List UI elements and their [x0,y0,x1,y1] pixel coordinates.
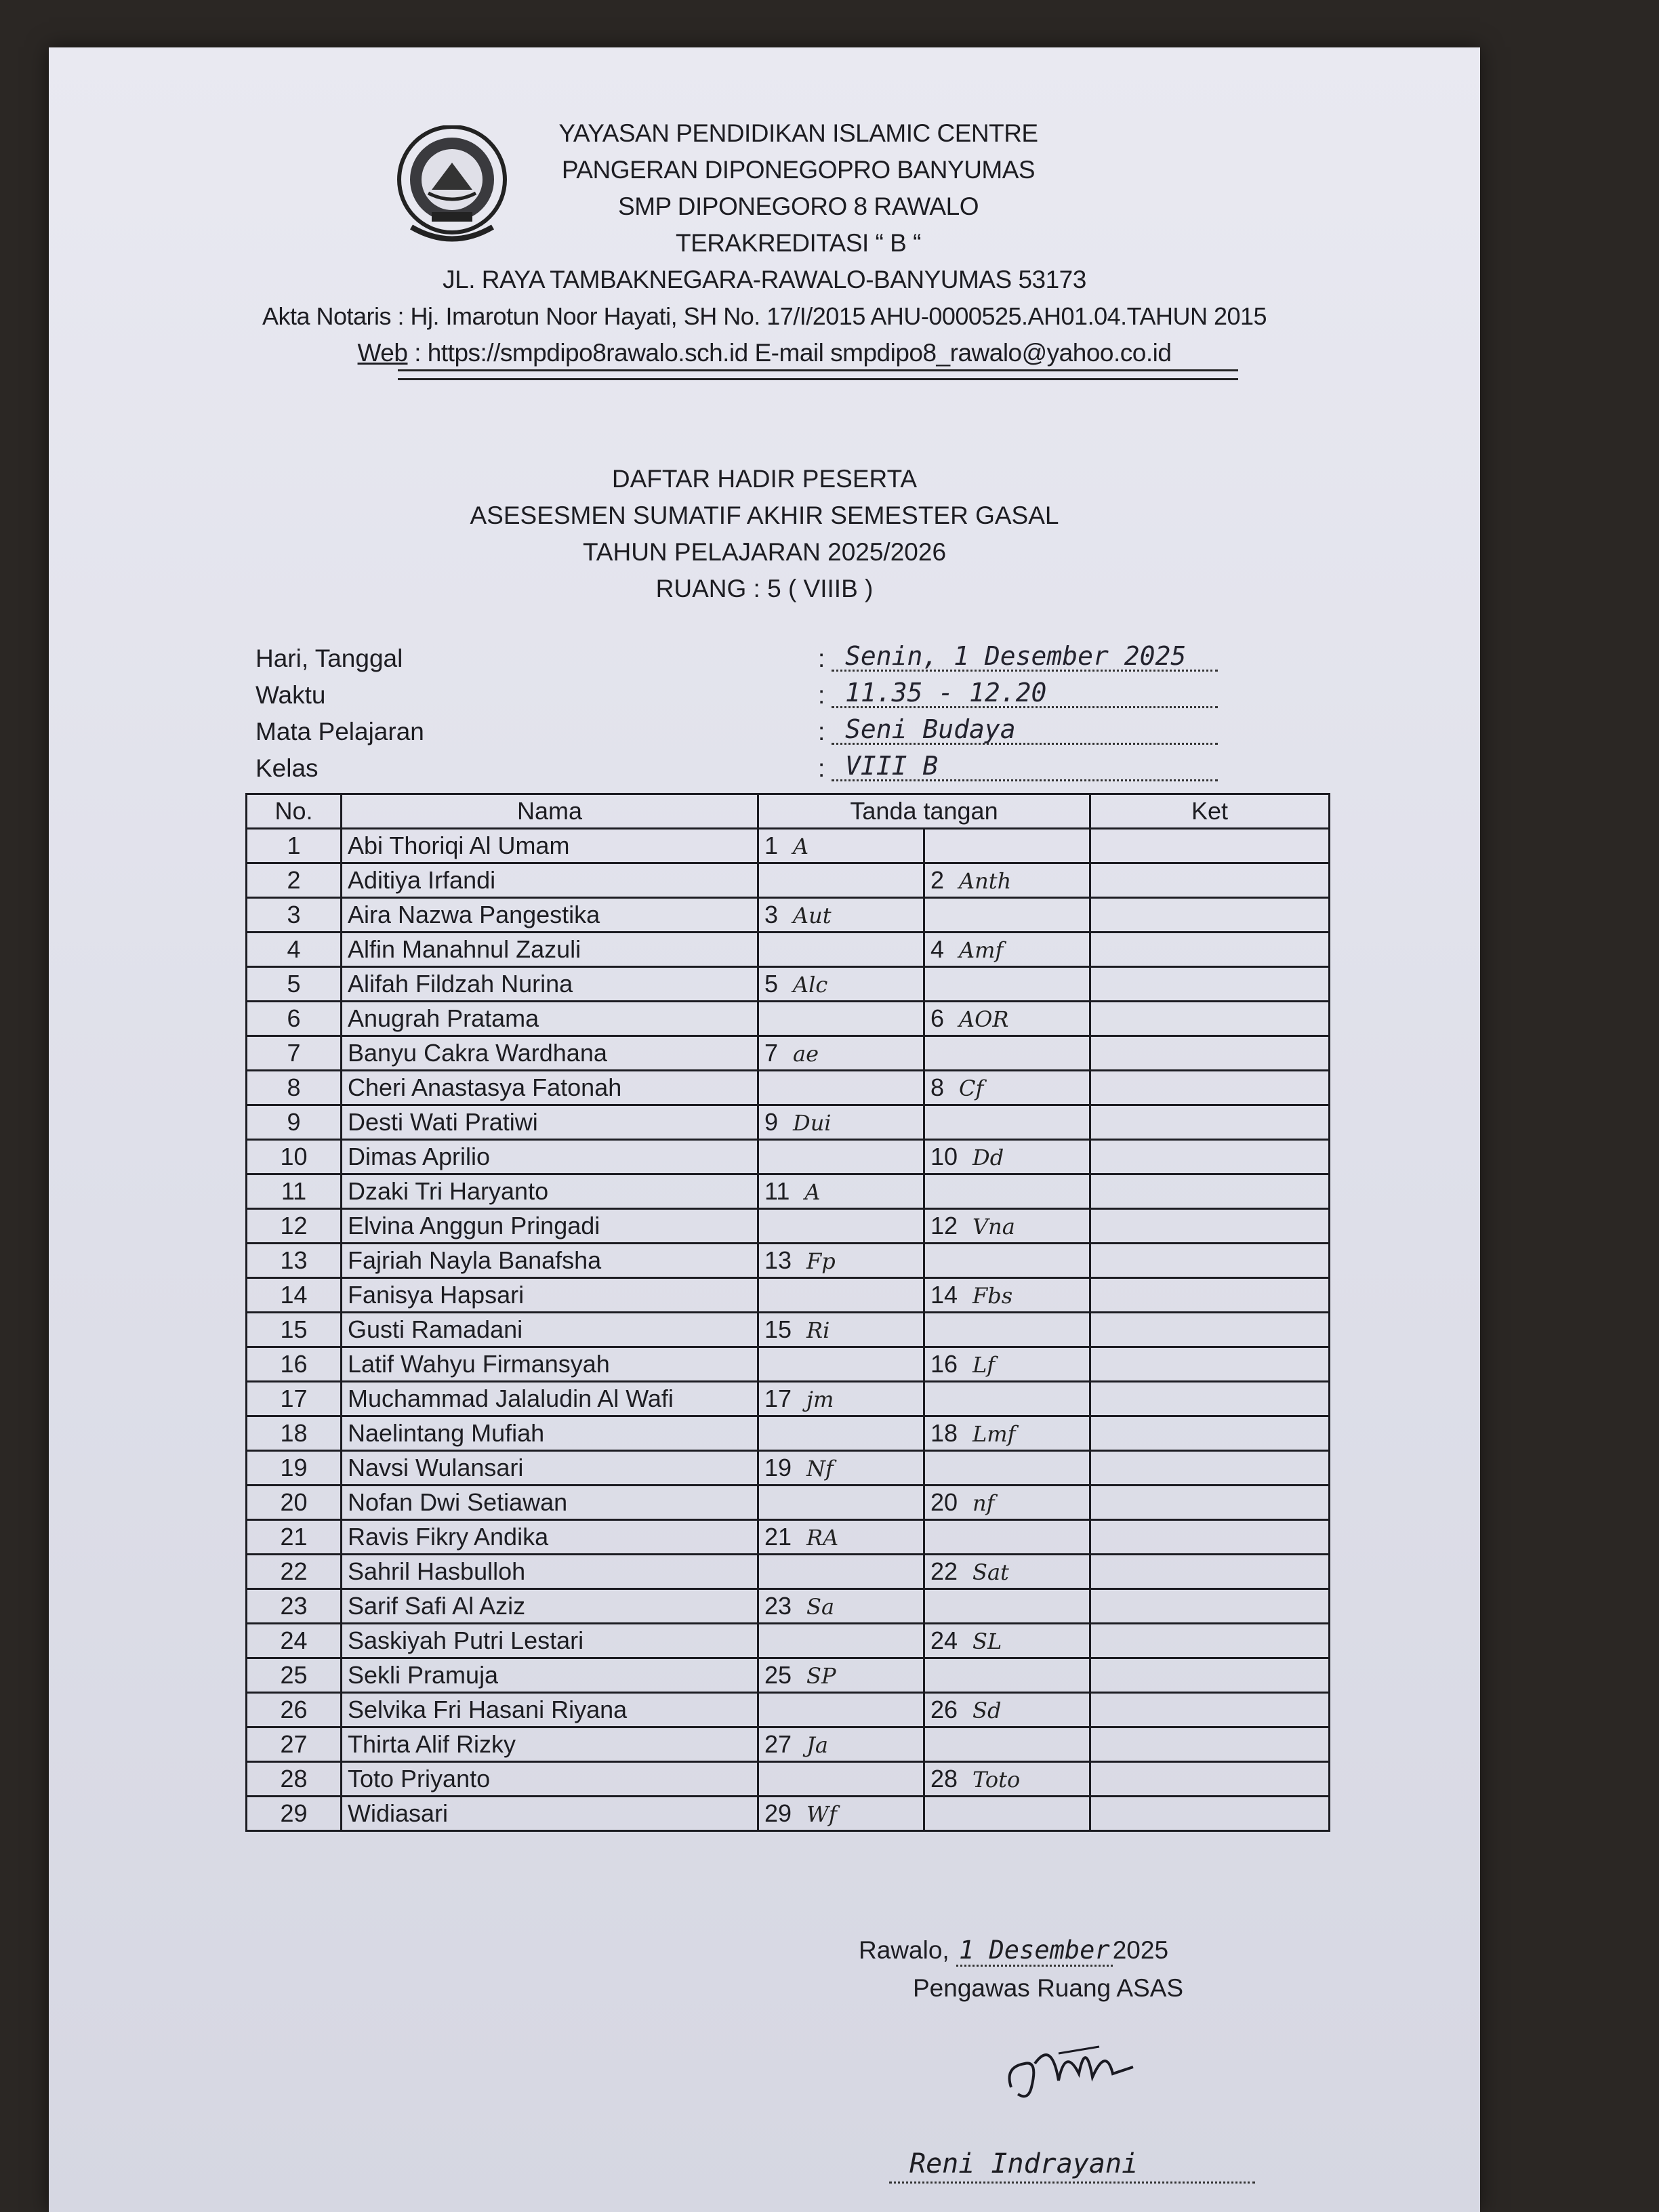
student-signature: Fbs [972,1283,1013,1309]
signoff-year: 2025 [1112,1936,1169,1964]
web-email-text: : https://smpdipo8rawalo.sch.id E-mail smpdipo8_rawalo@yahoo.co.id [407,339,1172,367]
col-header-signature: Tanda tangan [758,794,1090,829]
school-name: SMP DIPONEGORO 8 RAWALO [618,192,979,220]
student-signature: Lmf [972,1421,1016,1447]
student-signature: Wf [806,1801,837,1827]
student-name: Sekli Pramuja [342,1658,758,1693]
info-label: Kelas [255,754,319,782]
row-number: 15 [247,1313,342,1347]
table-row [247,967,1330,1002]
signature-cell-right [924,1797,1090,1831]
signature-cell-right [924,1693,1090,1727]
note-cell [1090,1658,1330,1693]
student-name: Sahril Hasbulloh [342,1555,758,1589]
student-signature: Dd [972,1145,1004,1170]
note-cell [1090,1002,1330,1036]
table-row [247,1762,1330,1797]
row-number: 11 [247,1174,342,1209]
signature-cell-left [758,863,924,898]
signature-number: 9 [764,1108,779,1136]
signature-number: 13 [764,1246,792,1274]
signature-number: 23 [764,1592,792,1620]
row-number: 5 [247,967,342,1002]
supervisor-signature-icon [998,2026,1160,2108]
signature-number: 22 [930,1557,958,1585]
table-row [247,829,1330,863]
signoff [859,1931,1183,2007]
student-name: Aditiya Irfandi [342,863,758,898]
student-signature: Sa [806,1594,835,1620]
table-row [247,1347,1330,1382]
info-label: Waktu [255,681,326,709]
note-cell [1090,1105,1330,1140]
student-signature: Nf [806,1456,834,1481]
student-signature: Aut [793,903,832,928]
signature-cell-left [758,1382,924,1416]
info-value: Seni Budaya [832,711,1218,745]
signature-cell-right [924,933,1090,967]
title-line-1: DAFTAR HADIR PESERTA [611,465,918,493]
note-cell [1090,1209,1330,1244]
note-cell [1090,1486,1330,1520]
signature-number: 11 [764,1177,790,1205]
signature-number: 1 [764,832,779,859]
row-number: 26 [247,1693,342,1727]
supervisor-role: Pengawas Ruang ASAS [913,1974,1184,2002]
note-cell [1090,1416,1330,1451]
signature-cell-left [758,1416,924,1451]
note-cell [1090,1382,1330,1416]
row-number: 3 [247,898,342,933]
info-label: Hari, Tanggal [255,644,403,672]
signature-cell-left [758,1209,924,1244]
signature-cell-right [924,898,1090,933]
student-signature: Dui [793,1110,832,1136]
signature-number: 19 [764,1454,792,1481]
note-cell [1090,1589,1330,1624]
attendance-table [245,793,1330,1832]
student-signature: Ri [806,1317,830,1343]
signature-number: 16 [930,1350,958,1378]
signature-cell-left [758,1036,924,1071]
table-row [247,1036,1330,1071]
signature-cell-right [924,1762,1090,1797]
table-row [247,1797,1330,1831]
signature-cell-right [924,1174,1090,1209]
note-cell [1090,1174,1330,1209]
student-name: Fajriah Nayla Banafsha [342,1244,758,1278]
signature-cell-left [758,1002,924,1036]
table-row [247,933,1330,967]
table-row [247,1727,1330,1762]
signature-number: 10 [930,1143,958,1170]
table-row [247,1416,1330,1451]
student-signature: nf [972,1490,995,1516]
header-divider [398,369,1238,380]
student-signature: SP [806,1663,836,1689]
signature-cell-left [758,1693,924,1727]
info-row-date: Hari, Tanggal : Senin, 1 Desember 2025 [255,640,1225,677]
signature-cell-left [758,1313,924,1347]
table-row [247,1555,1330,1589]
student-name: Thirta Alif Rizky [342,1727,758,1762]
student-signature: AOR [959,1006,1009,1032]
note-cell [1090,967,1330,1002]
table-row [247,1002,1330,1036]
signature-cell-right [924,1451,1090,1486]
signature-number: 7 [764,1039,779,1067]
student-signature: Toto [972,1767,1021,1793]
row-number: 10 [247,1140,342,1174]
signature-cell-left [758,1278,924,1313]
student-signature: Sat [972,1559,1009,1585]
note-cell [1090,829,1330,863]
student-name: Latif Wahyu Firmansyah [342,1347,758,1382]
student-name: Ravis Fikry Andika [342,1520,758,1555]
table-row [247,1071,1330,1105]
student-name: Dzaki Tri Haryanto [342,1174,758,1209]
row-number: 27 [247,1727,342,1762]
student-name: Dimas Aprilio [342,1140,758,1174]
signature-number: 6 [930,1004,945,1032]
signature-cell-left [758,1244,924,1278]
student-name: Anugrah Pratama [342,1002,758,1036]
student-name: Desti Wati Pratiwi [342,1105,758,1140]
signature-cell-left [758,1658,924,1693]
col-header-note: Ket [1090,794,1330,829]
row-number: 20 [247,1486,342,1520]
student-signature: Sd [972,1698,1002,1723]
student-signature: Vna [972,1214,1015,1240]
notary-deed: Akta Notaris : Hj. Imarotun Noor Hayati, SH No. 17/I/2015 AHU-0000525.AH01.04.TAHUN 2015 [262,302,1267,330]
student-name: Widiasari [342,1797,758,1831]
note-cell [1090,1624,1330,1658]
accreditation: TERAKREDITASI “ B “ [676,229,921,257]
signature-cell-right [924,1347,1090,1382]
student-signature: Alc [793,972,828,998]
table-row [247,863,1330,898]
student-name: Naelintang Mufiah [342,1416,758,1451]
supervisor-name: Reni Indrayani [889,2148,1255,2184]
info-value: 11.35 - 12.20 [832,674,1218,708]
signoff-date: 1 Desember [956,1936,1113,1967]
signature-cell-right [924,967,1090,1002]
info-row-subject: Mata Pelajaran : Seni Budaya [255,714,1225,750]
signature-number: 27 [764,1730,792,1758]
info-label: Mata Pelajaran [255,718,424,745]
note-cell [1090,1071,1330,1105]
info-row-time: Waktu : 11.35 - 12.20 [255,677,1225,714]
signature-cell-left [758,1140,924,1174]
row-number: 23 [247,1589,342,1624]
signature-cell-right [924,1555,1090,1589]
row-number: 1 [247,829,342,863]
student-name: Alifah Fildzah Nurina [342,967,758,1002]
signature-cell-left [758,1624,924,1658]
student-name: Cheri Anastasya Fatonah [342,1071,758,1105]
table-row [247,1313,1330,1347]
signature-cell-left [758,1727,924,1762]
attendance-sheet [49,47,1480,2212]
student-signature: Anth [959,868,1012,894]
student-name: Nofan Dwi Setiawan [342,1486,758,1520]
row-number: 22 [247,1555,342,1589]
student-name: Toto Priyanto [342,1762,758,1797]
table-row [247,1244,1330,1278]
signature-number: 8 [930,1073,945,1101]
signature-number: 18 [930,1419,958,1447]
row-number: 9 [247,1105,342,1140]
letterhead [49,115,1480,371]
student-signature: A [804,1179,821,1205]
row-number: 21 [247,1520,342,1555]
title-line-4: RUANG : 5 ( VIIIB ) [655,575,874,602]
signature-cell-left [758,1347,924,1382]
table-row [247,1105,1330,1140]
table-row [247,1693,1330,1727]
row-number: 28 [247,1762,342,1797]
row-number: 7 [247,1036,342,1071]
note-cell [1090,863,1330,898]
student-name: Abi Thoriqi Al Umam [342,829,758,863]
row-number: 8 [247,1071,342,1105]
signoff-place: Rawalo, [859,1936,956,1964]
exam-info [255,640,1225,787]
signature-cell-right [924,1036,1090,1071]
signature-number: 14 [930,1281,958,1309]
student-name: Aira Nazwa Pangestika [342,898,758,933]
signature-cell-left [758,1589,924,1624]
note-cell [1090,1313,1330,1347]
note-cell [1090,1036,1330,1071]
note-cell [1090,1140,1330,1174]
web-email [49,335,1480,371]
signature-cell-left [758,933,924,967]
table-row [247,1451,1330,1486]
note-cell [1090,1693,1330,1727]
table-row [247,1174,1330,1209]
table-row [247,1520,1330,1555]
note-cell [1090,1797,1330,1831]
signature-cell-left [758,1105,924,1140]
note-cell [1090,1347,1330,1382]
student-signature: Amf [959,937,1004,963]
signature-cell-left [758,1451,924,1486]
row-number: 18 [247,1416,342,1451]
signature-cell-right [924,1313,1090,1347]
signature-cell-left [758,1071,924,1105]
signature-cell-left [758,1797,924,1831]
signature-cell-right [924,1140,1090,1174]
signature-cell-right [924,863,1090,898]
student-name: Saskiyah Putri Lestari [342,1624,758,1658]
signature-cell-right [924,1658,1090,1693]
signature-cell-right [924,1209,1090,1244]
table-row [247,1589,1330,1624]
signature-cell-left [758,898,924,933]
signature-cell-right [924,1486,1090,1520]
signature-cell-right [924,1278,1090,1313]
table-row [247,1278,1330,1313]
row-number: 4 [247,933,342,967]
signature-cell-right [924,1589,1090,1624]
info-value: VIII B [832,747,1218,781]
note-cell [1090,1451,1330,1486]
school-address: JL. RAYA TAMBAKNEGARA-RAWALO-BANYUMAS 53173 [443,266,1086,293]
signature-cell-right [924,1382,1090,1416]
table-row [247,1382,1330,1416]
student-signature: Fp [806,1248,836,1274]
row-number: 29 [247,1797,342,1831]
foundation-subtitle: PANGERAN DIPONEGOPRO BANYUMAS [561,156,1036,184]
row-number: 6 [247,1002,342,1036]
signature-number: 20 [930,1488,958,1516]
student-signature: ae [793,1041,819,1067]
student-name: Selvika Fri Hasani Riyana [342,1693,758,1727]
student-signature: jm [806,1387,834,1412]
student-name: Navsi Wulansari [342,1451,758,1486]
student-name: Muchammad Jalaludin Al Wafi [342,1382,758,1416]
note-cell [1090,898,1330,933]
table-row [247,1209,1330,1244]
table-row [247,1140,1330,1174]
note-cell [1090,1555,1330,1589]
note-cell [1090,1520,1330,1555]
student-name: Alfin Manahnul Zazuli [342,933,758,967]
row-number: 24 [247,1624,342,1658]
signature-cell-left [758,1520,924,1555]
student-signature: Ja [806,1732,828,1758]
info-row-class: Kelas : VIII B [255,750,1225,787]
table-row [247,1486,1330,1520]
signature-number: 26 [930,1696,958,1723]
signature-number: 21 [764,1523,792,1551]
info-value: Senin, 1 Desember 2025 [832,638,1218,672]
signature-number: 17 [764,1385,792,1412]
student-signature: RA [806,1525,839,1551]
signature-cell-right [924,1002,1090,1036]
student-name: Gusti Ramadani [342,1313,758,1347]
row-number: 2 [247,863,342,898]
student-name: Banyu Cakra Wardhana [342,1036,758,1071]
col-header-name: Nama [342,794,758,829]
table-row [247,1658,1330,1693]
row-number: 14 [247,1278,342,1313]
signature-cell-right [924,1105,1090,1140]
student-signature: Lf [972,1352,996,1378]
signature-cell-left [758,1174,924,1209]
signature-cell-left [758,967,924,1002]
signature-cell-right [924,1071,1090,1105]
row-number: 13 [247,1244,342,1278]
signature-cell-left [758,1486,924,1520]
table-header-row [247,794,1330,829]
col-header-no: No. [247,794,342,829]
signature-number: 28 [930,1765,958,1793]
student-name: Fanisya Hapsari [342,1278,758,1313]
note-cell [1090,1762,1330,1797]
signature-number: 12 [930,1212,958,1240]
row-number: 16 [247,1347,342,1382]
signature-number: 5 [764,970,779,998]
signature-number: 15 [764,1315,792,1343]
signature-number: 4 [930,935,945,963]
signature-cell-right [924,1520,1090,1555]
signature-number: 24 [930,1626,958,1654]
web-label: Web [357,339,408,367]
row-number: 25 [247,1658,342,1693]
signature-cell-right [924,1244,1090,1278]
title-line-3: TAHUN PELAJARAN 2025/2026 [582,538,947,566]
signature-number: 3 [764,901,779,928]
table-row [247,898,1330,933]
note-cell [1090,1244,1330,1278]
signature-cell-right [924,829,1090,863]
student-signature: SL [972,1629,1002,1654]
signature-number: 25 [764,1661,792,1689]
place-date [859,1931,1183,1969]
signature-number: 29 [764,1799,792,1827]
signature-cell-left [758,829,924,863]
signature-cell-left [758,1762,924,1797]
signature-cell-right [924,1727,1090,1762]
student-name: Elvina Anggun Pringadi [342,1209,758,1244]
row-number: 19 [247,1451,342,1486]
table-row [247,1624,1330,1658]
row-number: 12 [247,1209,342,1244]
student-name: Sarif Safi Al Aziz [342,1589,758,1624]
student-signature: Cf [959,1076,984,1101]
note-cell [1090,1727,1330,1762]
note-cell [1090,933,1330,967]
signature-number: 2 [930,866,945,894]
row-number: 17 [247,1382,342,1416]
signature-cell-left [758,1555,924,1589]
foundation-name: YAYASAN PENDIDIKAN ISLAMIC CENTRE [558,119,1038,147]
signature-cell-right [924,1624,1090,1658]
title-line-2: ASESESMEN SUMATIF AKHIR SEMESTER GASAL [470,501,1059,529]
document-title [49,461,1480,607]
signature-cell-right [924,1416,1090,1451]
note-cell [1090,1278,1330,1313]
student-signature: A [793,834,809,859]
